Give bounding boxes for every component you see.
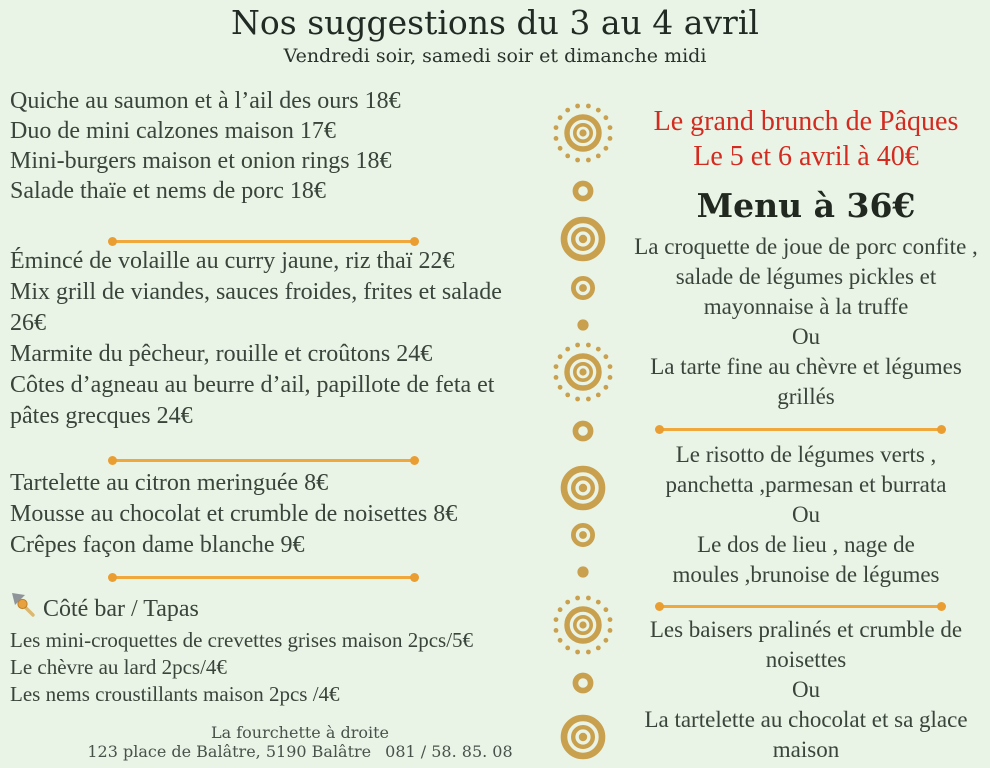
course-line: noisettes: [765, 647, 847, 672]
brunch-line-1: Le grand brunch de Pâques: [653, 106, 959, 137]
dish-item: Tartelette au citron meringuée 8€: [10, 470, 329, 496]
dish-item: Crêpes façon dame blanche 9€: [10, 532, 305, 558]
section-divider: [657, 428, 944, 431]
dish-item: Le chèvre au lard 2pcs/4€: [10, 655, 227, 679]
sun-ornament-icon: [551, 593, 615, 657]
ring-dot-ornament-icon: [569, 274, 597, 302]
dish-item: Côtes d’agneau au beurre d’ail, papillote de feta et pâtes grecques 24€: [10, 372, 495, 429]
dish-item: Mix grill de viandes, sauces froides, frites et salade 26€: [10, 279, 502, 336]
dish-item: Duo de mini calzones maison 17€: [10, 118, 336, 144]
course-line: mayonnaise à la truffe: [703, 294, 909, 319]
target-ornament-icon: [560, 465, 606, 511]
ring-ornament-icon: [571, 671, 595, 695]
restaurant-name: La fourchette à droite: [210, 723, 390, 742]
dish-item: Les mini-croquettes de crevettes grises maison 2pcs/5€: [10, 628, 474, 652]
dish-item: Salade thaïe et nems de porc 18€: [10, 178, 326, 204]
tapas-header: [10, 592, 530, 626]
course-starter: [626, 232, 986, 412]
footer: [0, 724, 600, 761]
course-main: [626, 440, 986, 590]
dish-item: Marmite du pêcheur, rouille et croûtons 24€: [10, 341, 433, 367]
dot-ornament-icon: [577, 319, 589, 331]
restaurant-address: [0, 742, 600, 761]
section-divider: [110, 576, 417, 579]
course-line: moules ,brunoise de légumes: [672, 562, 940, 587]
ring-dot-ornament-icon: [569, 521, 597, 549]
dot-ornament-icon: [577, 566, 589, 578]
skewer-icon: [10, 592, 36, 626]
course-line: maison: [772, 737, 840, 762]
phone-number: 081 / 58. 85. 08: [385, 742, 513, 761]
course-line: grillés: [777, 384, 835, 409]
brunch-line-2: Le 5 et 6 avril à 40€: [693, 141, 919, 172]
course-line: Le risotto de légumes verts ,: [675, 442, 937, 467]
section-divider: [110, 240, 417, 243]
course-line: Le dos de lieu , nage de: [697, 532, 915, 557]
course-line: Ou: [791, 502, 821, 527]
menu-price-title: Menu à 36€: [696, 186, 916, 225]
dish-item: Mini-burgers maison et onion rings 18€: [10, 148, 392, 174]
course-line: Les baisers pralinés et crumble de: [649, 617, 963, 642]
easter-menu-column: [626, 104, 986, 765]
tapas-list: [10, 627, 530, 708]
sun-ornament-icon: [551, 101, 615, 165]
header: [0, 4, 990, 68]
address-text: 123 place de Balâtre, 5190 Balâtre: [87, 742, 372, 761]
mains-list: [10, 246, 530, 432]
target-ornament-icon: [560, 714, 606, 760]
suggestions-column: [10, 84, 530, 708]
dish-item: Les nems croustillants maison 2pcs /4€: [10, 682, 340, 706]
section-divider: [657, 605, 944, 608]
dish-item: Émincé de volaille au curry jaune, riz thaï 22€: [10, 248, 455, 274]
course-line: La tarte fine au chèvre et légumes: [650, 354, 962, 379]
target-ornament-icon: [560, 216, 606, 262]
dish-item: Mousse au chocolat et crumble de noisettes 8€: [10, 501, 458, 527]
brunch-announcement: [626, 104, 986, 174]
course-dessert: [626, 615, 986, 765]
sun-ornament-icon: [551, 340, 615, 404]
desserts-list: [10, 468, 530, 561]
course-line: salade de légumes pickles et: [675, 264, 937, 289]
dish-item: Quiche au saumon et à l’ail des ours 18€: [10, 88, 401, 114]
ring-ornament-icon: [571, 179, 595, 203]
course-line: Ou: [791, 677, 821, 702]
starters-list: [10, 86, 530, 206]
course-line: La croquette de joue de porc confite ,: [634, 234, 978, 259]
course-line: Ou: [791, 324, 821, 349]
ring-ornament-icon: [571, 419, 595, 443]
course-line: La tartelette au chocolat et sa glace: [644, 707, 968, 732]
course-line: panchetta ,parmesan et burrata: [665, 472, 947, 497]
page-title: Nos suggestions du 3 au 4 avril: [231, 3, 759, 42]
tapas-title: Côté bar / Tapas: [43, 596, 199, 622]
page-subtitle: Vendredi soir, samedi soir et dimanche midi: [283, 45, 707, 67]
section-divider: [110, 459, 417, 462]
